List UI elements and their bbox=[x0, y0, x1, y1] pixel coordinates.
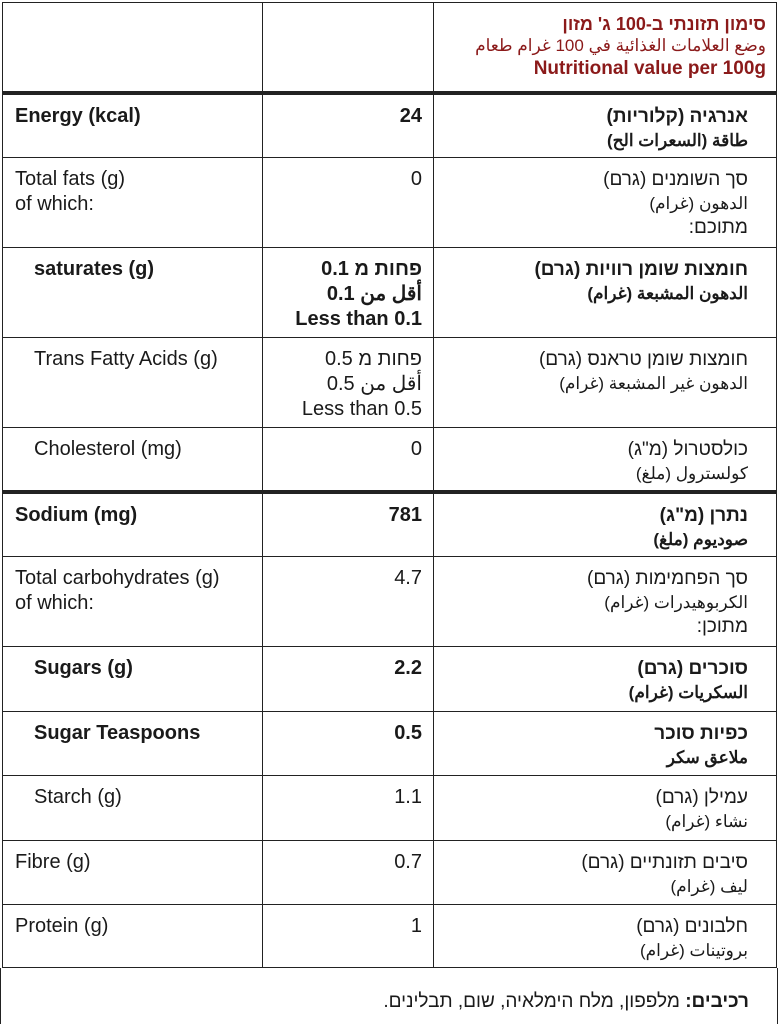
total-fats-label-he: סך השומנים (גרם) الدهون (غرام) מתוכם: bbox=[434, 158, 777, 248]
sugar-teaspoons-value: 0.5 bbox=[263, 712, 434, 776]
sugar-teaspoons-label-he: כפיות סוכר ملاعق سكر bbox=[434, 712, 777, 776]
table-row-sugar-teaspoons bbox=[3, 712, 777, 776]
trans-fats-label-en: Trans Fatty Acids (g) bbox=[3, 338, 263, 428]
saturates-label-he: חומצות שומן רוויות (גרם) الدهون المشبعة (غرام) bbox=[434, 248, 777, 338]
header-row bbox=[3, 3, 777, 93]
ingredients-text: מלפפון, מלח הימלאיה, שום, תבלינים. bbox=[383, 991, 686, 1012]
table-row-fibre bbox=[3, 841, 777, 905]
protein-label-en: Protein (g) bbox=[3, 905, 263, 968]
energy-value: 24 bbox=[263, 93, 434, 158]
table-row-protein bbox=[3, 905, 777, 968]
fibre-label-he: סיבים תזונתיים (גרם) ليف (غرام) bbox=[434, 841, 777, 905]
table-row-energy bbox=[3, 93, 777, 158]
protein-label-he: חלבונים (גרם) بروتينات (غرام) bbox=[434, 905, 777, 968]
header-titles bbox=[434, 3, 777, 93]
cholesterol-value: 0 bbox=[263, 428, 434, 492]
ingredients-line bbox=[0, 968, 778, 1024]
starch-value: 1.1 bbox=[263, 776, 434, 841]
protein-value: 1 bbox=[263, 905, 434, 968]
saturates-label-en: saturates (g) bbox=[3, 248, 263, 338]
saturates-value: פחות מ 0.1 أقل من 0.1 Less than 0.1 bbox=[263, 248, 434, 338]
fibre-label-en: Fibre (g) bbox=[3, 841, 263, 905]
table-row-starch bbox=[3, 776, 777, 841]
ingredients-label: רכיבים: bbox=[685, 991, 749, 1012]
sugar-teaspoons-label-en: Sugar Teaspoons bbox=[3, 712, 263, 776]
fibre-value: 0.7 bbox=[263, 841, 434, 905]
energy-label-he: אנרגיה (קלוריות) طاقة (السعرات الح) bbox=[434, 93, 777, 158]
starch-label-en: Starch (g) bbox=[3, 776, 263, 841]
cholesterol-label-he: כולסטרול (מ"ג) كولسترول (ملغ) bbox=[434, 428, 777, 492]
title-english: Nutritional value per 100g bbox=[533, 58, 766, 79]
nutrition-table bbox=[2, 2, 777, 968]
total-fats-value: 0 bbox=[263, 158, 434, 248]
sugars-label-en: Sugars (g) bbox=[3, 647, 263, 712]
table-row-total-fats bbox=[3, 158, 777, 248]
trans-fats-value: פחות מ 0.5 أقل من 0.5 Less than 0.5 bbox=[263, 338, 434, 428]
total-carbs-value: 4.7 bbox=[263, 557, 434, 647]
title-hebrew: סימון תזונתי ב-100 ג' מזון bbox=[562, 14, 766, 34]
table-row-trans-fats bbox=[3, 338, 777, 428]
title-arabic: وضع العلامات الغذائية في 100 غرام طعام bbox=[475, 36, 766, 55]
table-row-sugars bbox=[3, 647, 777, 712]
trans-fats-label-he: חומצות שומן טראנס (גרם) الدهون غير المشبعة (غرام) bbox=[434, 338, 777, 428]
header-empty-english bbox=[3, 3, 263, 93]
cholesterol-label-en: Cholesterol (mg) bbox=[3, 428, 263, 492]
energy-label-en: Energy (kcal) bbox=[3, 93, 263, 158]
total-carbs-label-en: Total carbohydrates (g) of which: bbox=[3, 557, 263, 647]
table-row-total-carbs bbox=[3, 557, 777, 647]
table-row-sodium bbox=[3, 492, 777, 557]
sodium-label-he: נתרן (מ"ג) صوديوم (ملغ) bbox=[434, 492, 777, 557]
total-carbs-label-he: סך הפחמימות (גרם) الكربوهيدرات (غرام) מתוכן: bbox=[434, 557, 777, 647]
total-fats-label-en: Total fats (g) of which: bbox=[3, 158, 263, 248]
sugars-label-he: סוכרים (גרם) السكريات (غرام) bbox=[434, 647, 777, 712]
table-row-saturates bbox=[3, 248, 777, 338]
header-empty-value bbox=[263, 3, 434, 93]
sugars-value: 2.2 bbox=[263, 647, 434, 712]
table-row-cholesterol bbox=[3, 428, 777, 492]
sodium-value: 781 bbox=[263, 492, 434, 557]
starch-label-he: עמילן (גרם) نشاء (غرام) bbox=[434, 776, 777, 841]
sodium-label-en: Sodium (mg) bbox=[3, 492, 263, 557]
